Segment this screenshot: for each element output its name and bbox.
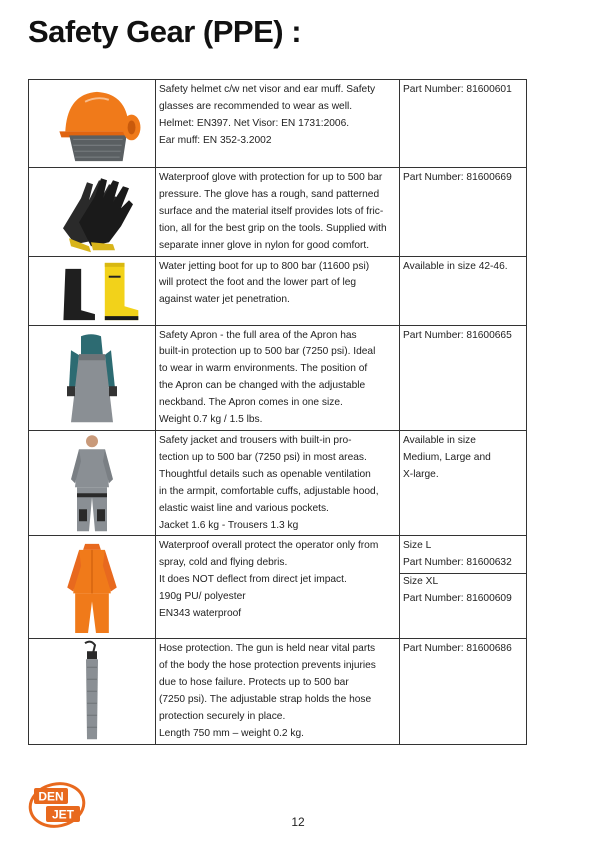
apron-icon	[29, 326, 155, 430]
description-line: Waterproof overall protect the operator only from	[159, 540, 379, 552]
size-xl-block	[400, 574, 526, 609]
table-row	[29, 168, 527, 257]
description-cell	[156, 80, 400, 168]
description-line: Helmet: EN397. Net Visor: EN 1731:2006.	[159, 117, 350, 129]
part-number: Part Number: 81600632	[403, 557, 512, 569]
product-image-cell	[29, 536, 156, 639]
description-line: Waterproof glove with protection for up to 500 bar	[159, 172, 383, 183]
description-line: Length 750 mm – weight 0.2 kg.	[159, 727, 304, 739]
size-info: Size XL	[403, 576, 439, 588]
description-line: protection securely in place.	[159, 711, 286, 723]
description-line: Ear muff: EN 352-3.2002	[159, 134, 272, 146]
description-cell	[156, 639, 400, 744]
description-line: It does NOT deflect from direct jet impact.	[159, 574, 347, 586]
description-line: to wear in warm environments. The position of	[159, 363, 368, 375]
boots-icon	[29, 257, 155, 325]
table-row	[29, 256, 527, 325]
size-l-block	[400, 538, 526, 574]
info-cell	[400, 256, 527, 325]
page-title: Safety Gear (PPE) :	[28, 14, 302, 49]
part-number: Part Number: 81600665	[403, 329, 512, 341]
description-line: due to hose failure. Protects up to 500 bar	[159, 677, 349, 689]
info-cell	[400, 430, 527, 535]
description-line: EN343 waterproof	[159, 608, 242, 620]
info-cell	[400, 639, 527, 744]
size-info: X-large.	[403, 468, 439, 480]
size-info: Medium, Large and	[403, 451, 491, 463]
part-number: Part Number: 81600601	[403, 84, 512, 95]
table-row	[29, 325, 527, 430]
hose-protection-icon	[29, 639, 155, 743]
description-line: Thoughtful details such as openable ventilation	[159, 468, 371, 480]
table-row	[29, 536, 527, 639]
description-line: the Apron can be changed with the adjustable	[159, 380, 366, 392]
description-line: against water jet penetration.	[159, 294, 290, 306]
gloves-icon	[29, 168, 155, 256]
helmet-icon	[29, 80, 155, 167]
description-line: Jacket 1.6 kg - Trousers 1.3 kg	[159, 519, 299, 531]
page-number: 12	[291, 815, 305, 829]
product-image-cell	[29, 80, 156, 168]
table-row	[29, 80, 527, 168]
product-image-cell	[29, 639, 156, 744]
ppe-table	[28, 79, 527, 745]
description-line: in the armpit, comfortable cuffs, adjustable hood,	[159, 485, 379, 497]
part-number: Part Number: 81600669	[403, 172, 512, 183]
table-row	[29, 639, 527, 744]
description-line: (7250 psi). The adjustable strap holds the hose	[159, 694, 372, 706]
description-line: Safety jacket and trousers with built-in pro-	[159, 434, 352, 446]
description-cell	[156, 256, 400, 325]
description-line: separate inner glove in nylon for good comfort.	[159, 239, 370, 251]
logo-text-den: DEN	[38, 789, 64, 804]
product-image-cell	[29, 430, 156, 535]
description-line: surface and the material itself provides lots of fric-	[159, 205, 384, 217]
size-info: Available in size 42-46.	[403, 260, 508, 272]
table-row	[29, 430, 527, 535]
description-line: elastic waist line and various pockets.	[159, 502, 329, 514]
description-line: built-in protection up to 500 bar (7250 psi). Ideal	[159, 346, 376, 358]
product-image-cell	[29, 256, 156, 325]
description-line: Hose protection. The gun is held near vital parts	[159, 643, 376, 655]
description-line: 190g PU/ polyester	[159, 591, 246, 603]
info-cell	[400, 168, 527, 257]
description-line: Weight 0.7 kg / 1.5 lbs.	[159, 414, 263, 426]
overall-icon	[29, 536, 155, 638]
part-number: Part Number: 81600609	[403, 593, 512, 605]
description-cell	[156, 536, 400, 639]
info-cell	[400, 80, 527, 168]
description-line: tection up to 500 bar (7250 psi) in most areas.	[159, 451, 367, 463]
description-line: tion, all for the best grip on the tools. Supplied with	[159, 222, 387, 234]
part-number: Part Number: 81600686	[403, 643, 512, 655]
logo-text-jet: JET	[51, 807, 75, 822]
size-info: Size L	[403, 540, 432, 552]
description-line: Safety helmet c/w net visor and ear muff. Safety	[159, 84, 376, 95]
description-cell	[156, 325, 400, 430]
description-cell	[156, 430, 400, 535]
info-cell	[400, 536, 527, 639]
description-line: Safety Apron - the full area of the Apron has	[159, 329, 357, 341]
product-image-cell	[29, 325, 156, 430]
jacket-trousers-icon	[29, 431, 155, 535]
info-cell	[400, 325, 527, 430]
description-line: glasses are recommended to wear as well.	[159, 100, 353, 112]
description-line: pressure. The glove has a rough, sand patterned	[159, 188, 380, 200]
description-line: will protect the foot and the lower part of leg	[159, 277, 357, 289]
product-image-cell	[29, 168, 156, 257]
description-cell	[156, 168, 400, 257]
size-info: Available in size	[403, 434, 476, 446]
description-line: of the body the hose protection prevents injuries	[159, 660, 376, 672]
description-line: spray, cold and flying debris.	[159, 557, 288, 569]
description-line: Water jetting boot for up to 800 bar (11600 psi)	[159, 260, 370, 272]
description-line: neckband. The Apron comes in one size.	[159, 397, 343, 409]
